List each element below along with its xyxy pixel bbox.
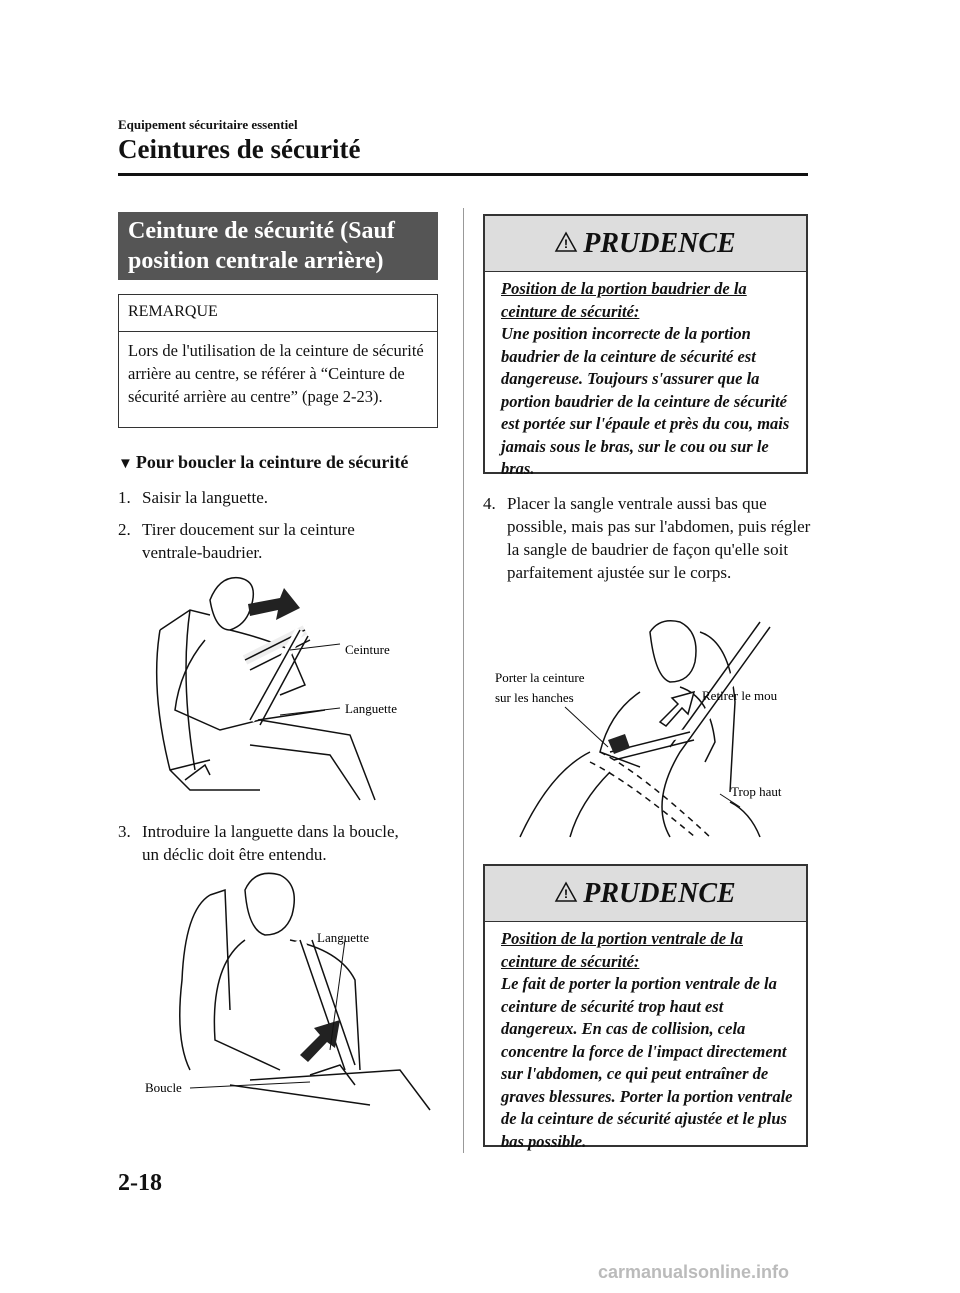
step-text-cont: ventrale-baudrier. [142,543,263,562]
main-heading: Ceinture de sécurité (Sauf position centrale arrière) [118,212,438,280]
note-title: REMARQUE [128,303,218,320]
step-3 [118,820,448,866]
warning-icon [555,882,577,907]
note-text: Lors de l'utilisation de la ceinture de sécurité arrière au centre, se référer à “Ceinture de sécurité arrière au centre” (page 2-23). [128,341,424,406]
figure-buckle-pull [150,570,450,810]
label-slack: Retirer le mou [702,688,778,703]
column-divider [463,208,464,1153]
label-hips-1: Porter la ceinture [495,670,585,685]
caution-text: Une position incorrecte de la portion baudrier de la ceinture de sécurité est dangereuse. Toujours s'assurer que la portion baudrier de la ceinture de sécurité est portée sur l'épaule et près du cou, mais jamais sous le bras, sur le cou ou sur le bras. [501,324,790,478]
svg-text:!: ! [564,236,569,251]
figure-buckle-insert [145,870,450,1115]
step-2 [118,518,448,564]
label-hips-2: sur les hanches [495,690,574,705]
figure-lap-belt [490,612,810,842]
watermark: carmanualsonline.info [598,1262,790,1282]
step-1 [118,486,448,509]
caution-label: PRUDENCE [583,878,736,909]
caution-header [485,216,806,272]
step-text-cont: un déclic doit être entendu. [142,845,327,864]
caution-body [501,278,798,481]
label-tongue: Languette [317,930,369,945]
step-text: Tirer doucement sur la ceinture [142,520,355,539]
subheading-text: Pour boucler la ceinture de sécurité [135,452,409,472]
warning-icon [555,232,577,257]
caution-body [501,928,798,1153]
caution-label: PRUDENCE [583,228,736,259]
label-tongue: Languette [345,701,397,716]
label-belt: Ceinture [345,642,390,657]
page-number: 2-18 [118,1170,162,1196]
caution-text: Le fait de porter la portion ventrale de la ceinture de sécurité trop haut est dangereux. En cas de collision, cela concentre la force de l'impact directement sur l'abdomen, ce qui peut entraîner de graves blessures. Porter la portion ventrale de la ceinture de sécurité ajustée et le plus bas possible. [501,974,793,1151]
svg-text:!: ! [564,886,569,901]
label-high: Trop haut [731,784,782,799]
step-number: 2. [118,520,131,539]
header-rule [118,173,808,176]
caution-box-shoulder [483,214,808,478]
step-text: Introduire la languette dans la boucle, [142,822,399,841]
step-text-cont: possible, mais pas sur l'abdomen, puis régler la sangle de baudrier de façon qu'elle soit parfaitement ajustée sur le corps. [507,517,811,582]
note-divider [119,331,437,332]
page-title: Ceintures de sécurité [118,134,361,164]
step-text: Placer la sangle ventrale aussi bas que [507,494,767,513]
step-text: Saisir la languette. [142,488,269,507]
caution-title: Position de la portion baudrier de la ceinture de sécurité: [501,279,747,321]
step-number: 1. [118,488,131,507]
caution-title: Position de la portion ventrale de la ceinture de sécurité: [501,929,743,971]
note-box [118,294,438,428]
step-number: 3. [118,822,131,841]
triangle-bullet-icon: ▼ [118,456,133,472]
label-buckle: Boucle [145,1080,182,1095]
step-number: 4. [483,494,496,513]
step-4 [483,492,813,584]
subheading [118,452,408,473]
caution-header [485,866,806,922]
section-label: Equipement sécuritaire essentiel [118,117,298,132]
caution-box-lap [483,864,808,1151]
